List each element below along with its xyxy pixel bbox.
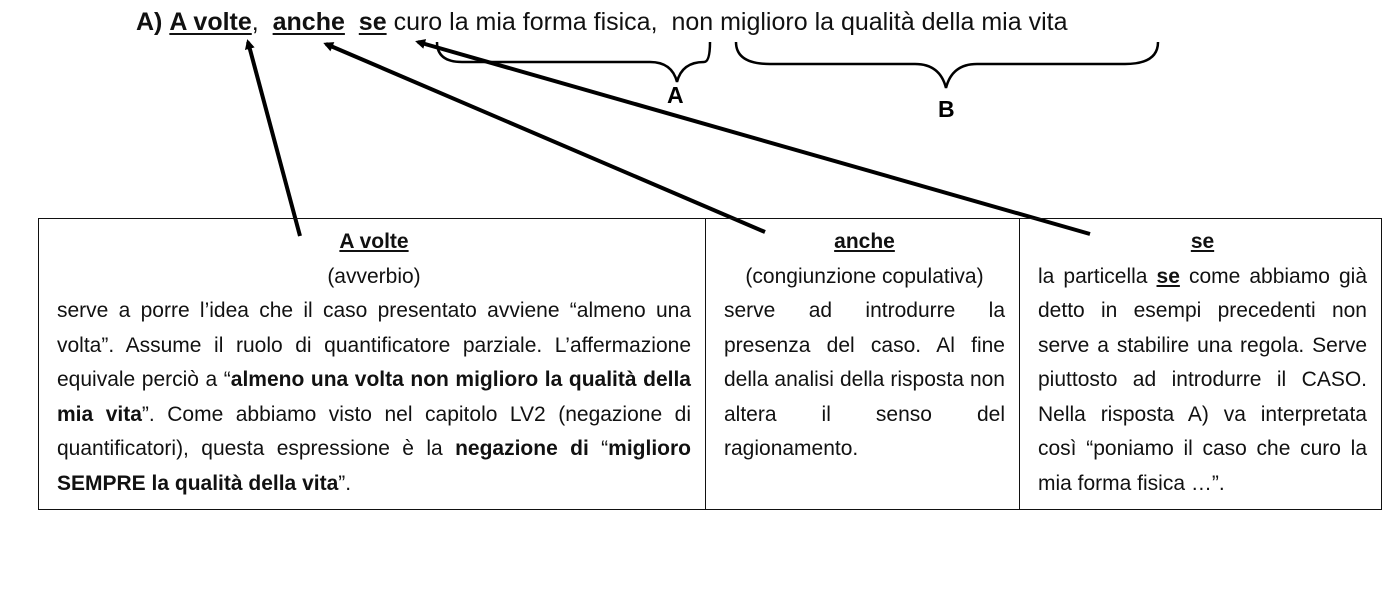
brace-b bbox=[736, 42, 1158, 88]
se-body: la particella se come abbiamo già detto in esempi precedenti non serve a stabilire una regola. Serve piuttosto ad introdurre il CASO. Nella risposta A) va interpretata così “poniamo il caso che curo la mia forma fisica …”. bbox=[1038, 264, 1367, 495]
column-se bbox=[1020, 219, 1382, 510]
arrow-anche bbox=[326, 44, 765, 232]
a-volte-body: serve a porre l’idea che il caso presentato avviene “almeno una volta”. Assume il ruolo di quantificatore parziale. L’affermazione equivale perciò a “almeno una volta non miglioro la qualità della mia vita”. Come abbiamo visto nel capitolo LV2 (negazione di quantificatori), questa espressione è la negazione di “miglioro SEMPRE la qualità della vita”. bbox=[57, 299, 691, 495]
brace-a bbox=[437, 42, 710, 82]
sentence-prefix: A) bbox=[136, 8, 163, 36]
sentence-comma: , bbox=[251, 8, 259, 36]
se-title: se bbox=[1190, 230, 1215, 253]
a-volte-title: A volte bbox=[339, 230, 409, 253]
anche-title: anche bbox=[834, 230, 895, 253]
sentence-part-a: curo la mia forma fisica, bbox=[393, 8, 658, 36]
sentence-a-volte: A volte bbox=[169, 8, 252, 36]
arrow-a-volte bbox=[248, 42, 300, 236]
sentence-anche: anche bbox=[272, 8, 345, 36]
column-a-volte bbox=[39, 219, 706, 510]
a-volte-subtitle: (avverbio) bbox=[327, 264, 421, 288]
sentence-se: se bbox=[358, 8, 387, 36]
explanation-table bbox=[38, 218, 1382, 510]
brace-a-label: A bbox=[667, 82, 684, 108]
arrow-se bbox=[418, 42, 1090, 234]
brace-b-label: B bbox=[938, 96, 955, 122]
anche-body: serve ad introdurre la presenza del caso. Al fine della analisi della risposta non altera il senso del ragionamento. bbox=[724, 299, 1005, 460]
anche-subtitle: (congiunzione copulativa) bbox=[745, 264, 984, 288]
sentence-part-b: non miglioro la qualità della mia vita bbox=[671, 8, 1068, 36]
column-anche bbox=[706, 219, 1020, 510]
